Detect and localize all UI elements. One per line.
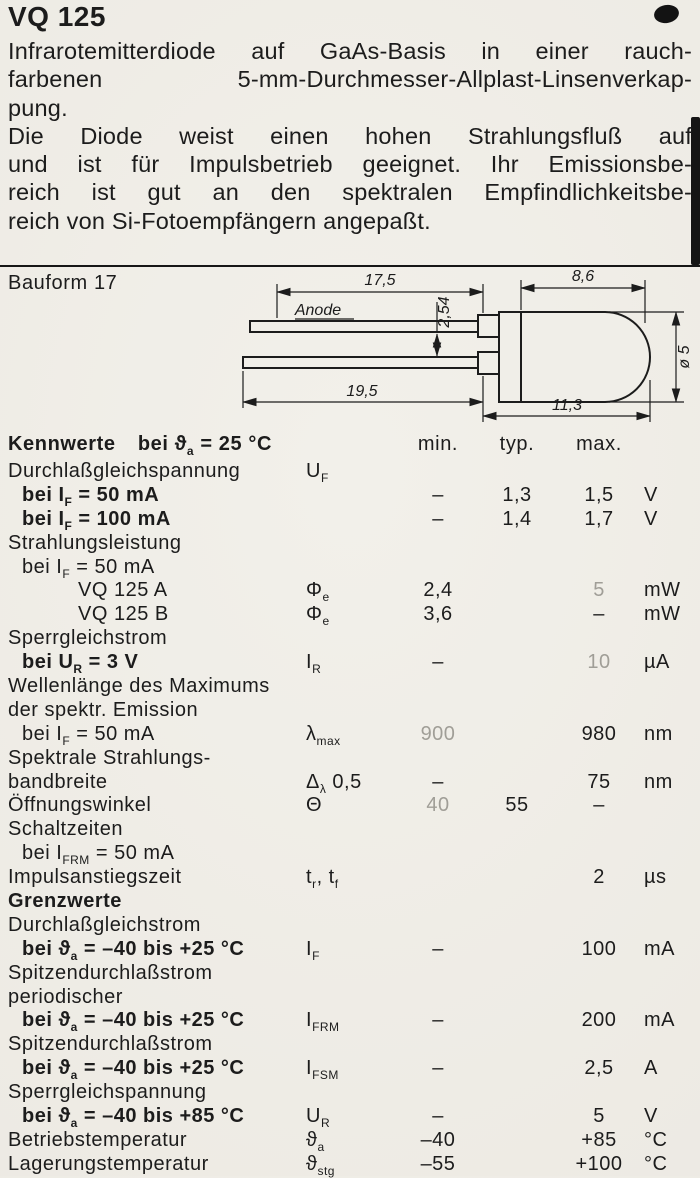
row-unit: nm	[644, 770, 673, 793]
paragraph-line: und ist für Impulsbetrieb geeignet. Ihr Emissionsbe-	[8, 151, 692, 178]
table-header	[0, 433, 700, 460]
row-symbol: $I_{FSM}$	[306, 1057, 339, 1083]
paragraph-line: reich von Si-Fotoempfängern angepaßt.	[8, 207, 431, 234]
row-unit: mW	[644, 579, 681, 602]
column-header-min: min.	[417, 433, 459, 455]
row-label: VQ 125 A	[78, 579, 168, 602]
row-symbol: $\Delta_\lambda$ 0,5	[306, 770, 362, 796]
row-max: 5	[593, 1105, 605, 1128]
row-label: bei $U_R = 3$ V	[22, 651, 139, 677]
row-label: Durchlaßgleichstrom	[8, 913, 201, 936]
row-unit: µA	[644, 651, 670, 674]
scan-edge-bar	[691, 117, 700, 265]
table-row	[0, 1033, 700, 1057]
row-symbol: $t_r$, $t_f$	[306, 866, 339, 892]
row-label: periodischer	[8, 985, 123, 1008]
row-symbol: $U_F$	[306, 460, 329, 485]
row-label: Betriebstemperatur	[8, 1128, 188, 1151]
row-min: –55	[420, 1152, 456, 1175]
row-unit: mA	[644, 937, 675, 960]
table-row	[0, 747, 700, 771]
row-unit: V	[644, 1105, 658, 1128]
row-label: bei $ϑ_a = -40$ bis +25 °C	[22, 1009, 245, 1035]
dim-2-54: 2,54	[436, 296, 453, 328]
row-label: Schaltzeiten	[8, 818, 123, 841]
row-max: 1,7	[584, 507, 614, 530]
cathode-tab	[478, 352, 499, 374]
row-min: 3,6	[423, 603, 453, 626]
section-divider	[0, 265, 700, 267]
paragraph-line: Die Diode weist einen hohen Strahlungsfluß auf	[8, 122, 692, 149]
row-max: 1,5	[584, 483, 614, 506]
table-row	[0, 603, 700, 627]
table-condition: bei $ϑ_a = 25$ °C	[137, 433, 273, 458]
row-unit: V	[644, 507, 658, 530]
row-max: 100	[581, 937, 617, 960]
table-body	[0, 460, 700, 1177]
row-label: Spitzendurchlaßstrom	[8, 961, 213, 984]
table-row	[0, 460, 700, 484]
row-min: –	[432, 1009, 444, 1032]
paragraph	[8, 37, 692, 122]
column-header-max: max.	[576, 433, 622, 455]
row-label: Strahlungsleistung	[8, 531, 182, 554]
column-header-typ: typ.	[499, 433, 535, 455]
row-symbol: $I_F$	[306, 937, 320, 963]
row-label: bei $I_F = 50$ mA	[22, 555, 155, 581]
table-row	[0, 675, 700, 699]
row-label: bei $I_{FRM} = 50$ mA	[22, 842, 175, 868]
table-row	[0, 532, 700, 556]
dim-19-5: 19,5	[346, 383, 378, 400]
kennwerte-table	[0, 433, 700, 1177]
description	[8, 37, 692, 235]
row-max: 10	[587, 651, 611, 674]
row-min: –	[432, 651, 444, 674]
row-label: bei $ϑ_a = -40$ bis +25 °C	[22, 1057, 245, 1083]
anode-label: Anode	[294, 302, 342, 319]
paragraph-line: reich ist gut an den spektralen Empfindlichkeitsbe-	[8, 179, 692, 206]
table-row	[0, 699, 700, 723]
row-label: Durchlaßgleichspannung	[8, 460, 241, 482]
row-max: –	[593, 603, 605, 626]
row-max: +100	[575, 1152, 623, 1175]
row-min: –	[432, 1105, 444, 1128]
row-min: 2,4	[423, 579, 453, 602]
table-row	[0, 914, 700, 938]
row-unit: A	[644, 1057, 658, 1080]
row-label: bei $I_F = 50$ mA	[22, 483, 160, 509]
row-max: 75	[587, 770, 611, 793]
table-row	[0, 842, 700, 866]
scan-dot	[653, 3, 681, 25]
table-row	[0, 962, 700, 986]
table-row	[0, 1081, 700, 1105]
table-row	[0, 1129, 700, 1153]
row-min: –	[432, 770, 444, 793]
dim-diameter: ø 5	[676, 345, 693, 369]
row-label: bei $I_F = 100$ mA	[22, 507, 171, 533]
table-row	[0, 556, 700, 580]
row-label: Lagerungstemperatur	[8, 1152, 209, 1175]
row-min: –	[432, 507, 444, 530]
row-unit: °C	[644, 1128, 668, 1151]
row-symbol: $I_{FRM}$	[306, 1009, 340, 1035]
row-label: Wellenlänge des Maximums	[8, 675, 270, 698]
row-min: 900	[420, 722, 456, 745]
row-symbol: $\Phi_e$	[306, 603, 330, 629]
table-row	[0, 890, 700, 914]
row-symbol: $ϑ_a$	[306, 1128, 325, 1154]
row-max: +85	[581, 1128, 617, 1151]
cathode-lead	[243, 357, 478, 368]
row-symbol: $\Phi_e$	[306, 579, 330, 605]
row-label: Spektrale Strahlungs-	[8, 746, 211, 769]
paragraph-line: Infrarotemitterdiode auf GaAs-Basis in einer rauch-	[8, 38, 692, 64]
table-row	[0, 818, 700, 842]
table-row	[0, 627, 700, 651]
dim-8-6: 8,6	[571, 268, 595, 285]
row-min: 40	[426, 794, 450, 817]
table-row	[0, 508, 700, 532]
paragraph-line: pung.	[8, 94, 68, 121]
row-label: bandbreite	[8, 770, 108, 793]
table-row	[0, 1105, 700, 1129]
row-min: –	[432, 937, 444, 960]
row-min: –	[432, 1057, 444, 1080]
row-max: –	[593, 794, 605, 817]
table-header-left	[0, 433, 400, 456]
row-unit: mW	[644, 603, 681, 626]
table-row	[0, 1153, 700, 1177]
row-unit: nm	[644, 722, 673, 745]
row-label: Sperrgleichstrom	[8, 627, 168, 650]
table-row	[0, 794, 700, 818]
table-row	[0, 1057, 700, 1081]
row-unit: °C	[644, 1152, 668, 1175]
row-max: 2	[593, 866, 605, 889]
row-label: Grenzwerte	[8, 890, 122, 913]
row-typ: 1,3	[502, 483, 532, 506]
row-unit: V	[644, 483, 658, 506]
table-row	[0, 484, 700, 508]
dim-17-5: 17,5	[364, 272, 396, 289]
row-label: Sperrgleichspannung	[8, 1081, 207, 1104]
row-label: Öffnungswinkel	[8, 794, 152, 817]
table-title: Kennwerte	[8, 433, 116, 455]
row-label: Spitzendurchlaßstrom	[8, 1033, 213, 1056]
table-row	[0, 651, 700, 675]
row-label: Impulsanstiegszeit	[8, 866, 182, 889]
row-min: –	[432, 483, 444, 506]
row-typ: 1,4	[502, 507, 532, 530]
row-max: 980	[581, 722, 617, 745]
row-symbol: $ϑ_{stg}$	[306, 1152, 335, 1178]
row-label: bei $I_F = 50$ mA	[22, 722, 155, 748]
bauform-label: Bauform 17	[8, 272, 118, 294]
row-max: 200	[581, 1009, 617, 1032]
page-title: VQ 125	[8, 1, 106, 32]
row-max: 5	[593, 579, 605, 602]
row-max: 2,5	[584, 1057, 614, 1080]
row-unit: mA	[644, 1009, 675, 1032]
table-row	[0, 938, 700, 962]
table-row	[0, 579, 700, 603]
row-typ: 55	[505, 794, 529, 817]
paragraph	[8, 122, 692, 235]
row-symbol: $\lambda_{max}$	[306, 722, 341, 748]
row-label: VQ 125 B	[78, 603, 169, 626]
row-label: der spektr. Emission	[8, 698, 199, 721]
row-symbol: $U_R$	[306, 1105, 331, 1131]
table-row	[0, 1009, 700, 1033]
anode-tab	[478, 315, 499, 337]
row-min: –40	[420, 1128, 456, 1151]
paragraph-line: farbenen 5-mm-Durchmesser-Allplast-Linsenverkap-	[8, 66, 692, 93]
table-row	[0, 986, 700, 1010]
row-label: bei $ϑ_a = -40$ bis +25 °C	[22, 937, 245, 963]
row-label: bei $ϑ_a = -40$ bis +85 °C	[22, 1105, 245, 1131]
row-unit: µs	[644, 866, 667, 889]
row-symbol: Θ	[306, 794, 323, 817]
package-drawing	[0, 268, 700, 434]
table-row	[0, 771, 700, 795]
row-symbol: $I_R$	[306, 651, 322, 677]
table-row	[0, 723, 700, 747]
dim-11-3: 11,3	[552, 397, 582, 414]
table-row	[0, 866, 700, 890]
